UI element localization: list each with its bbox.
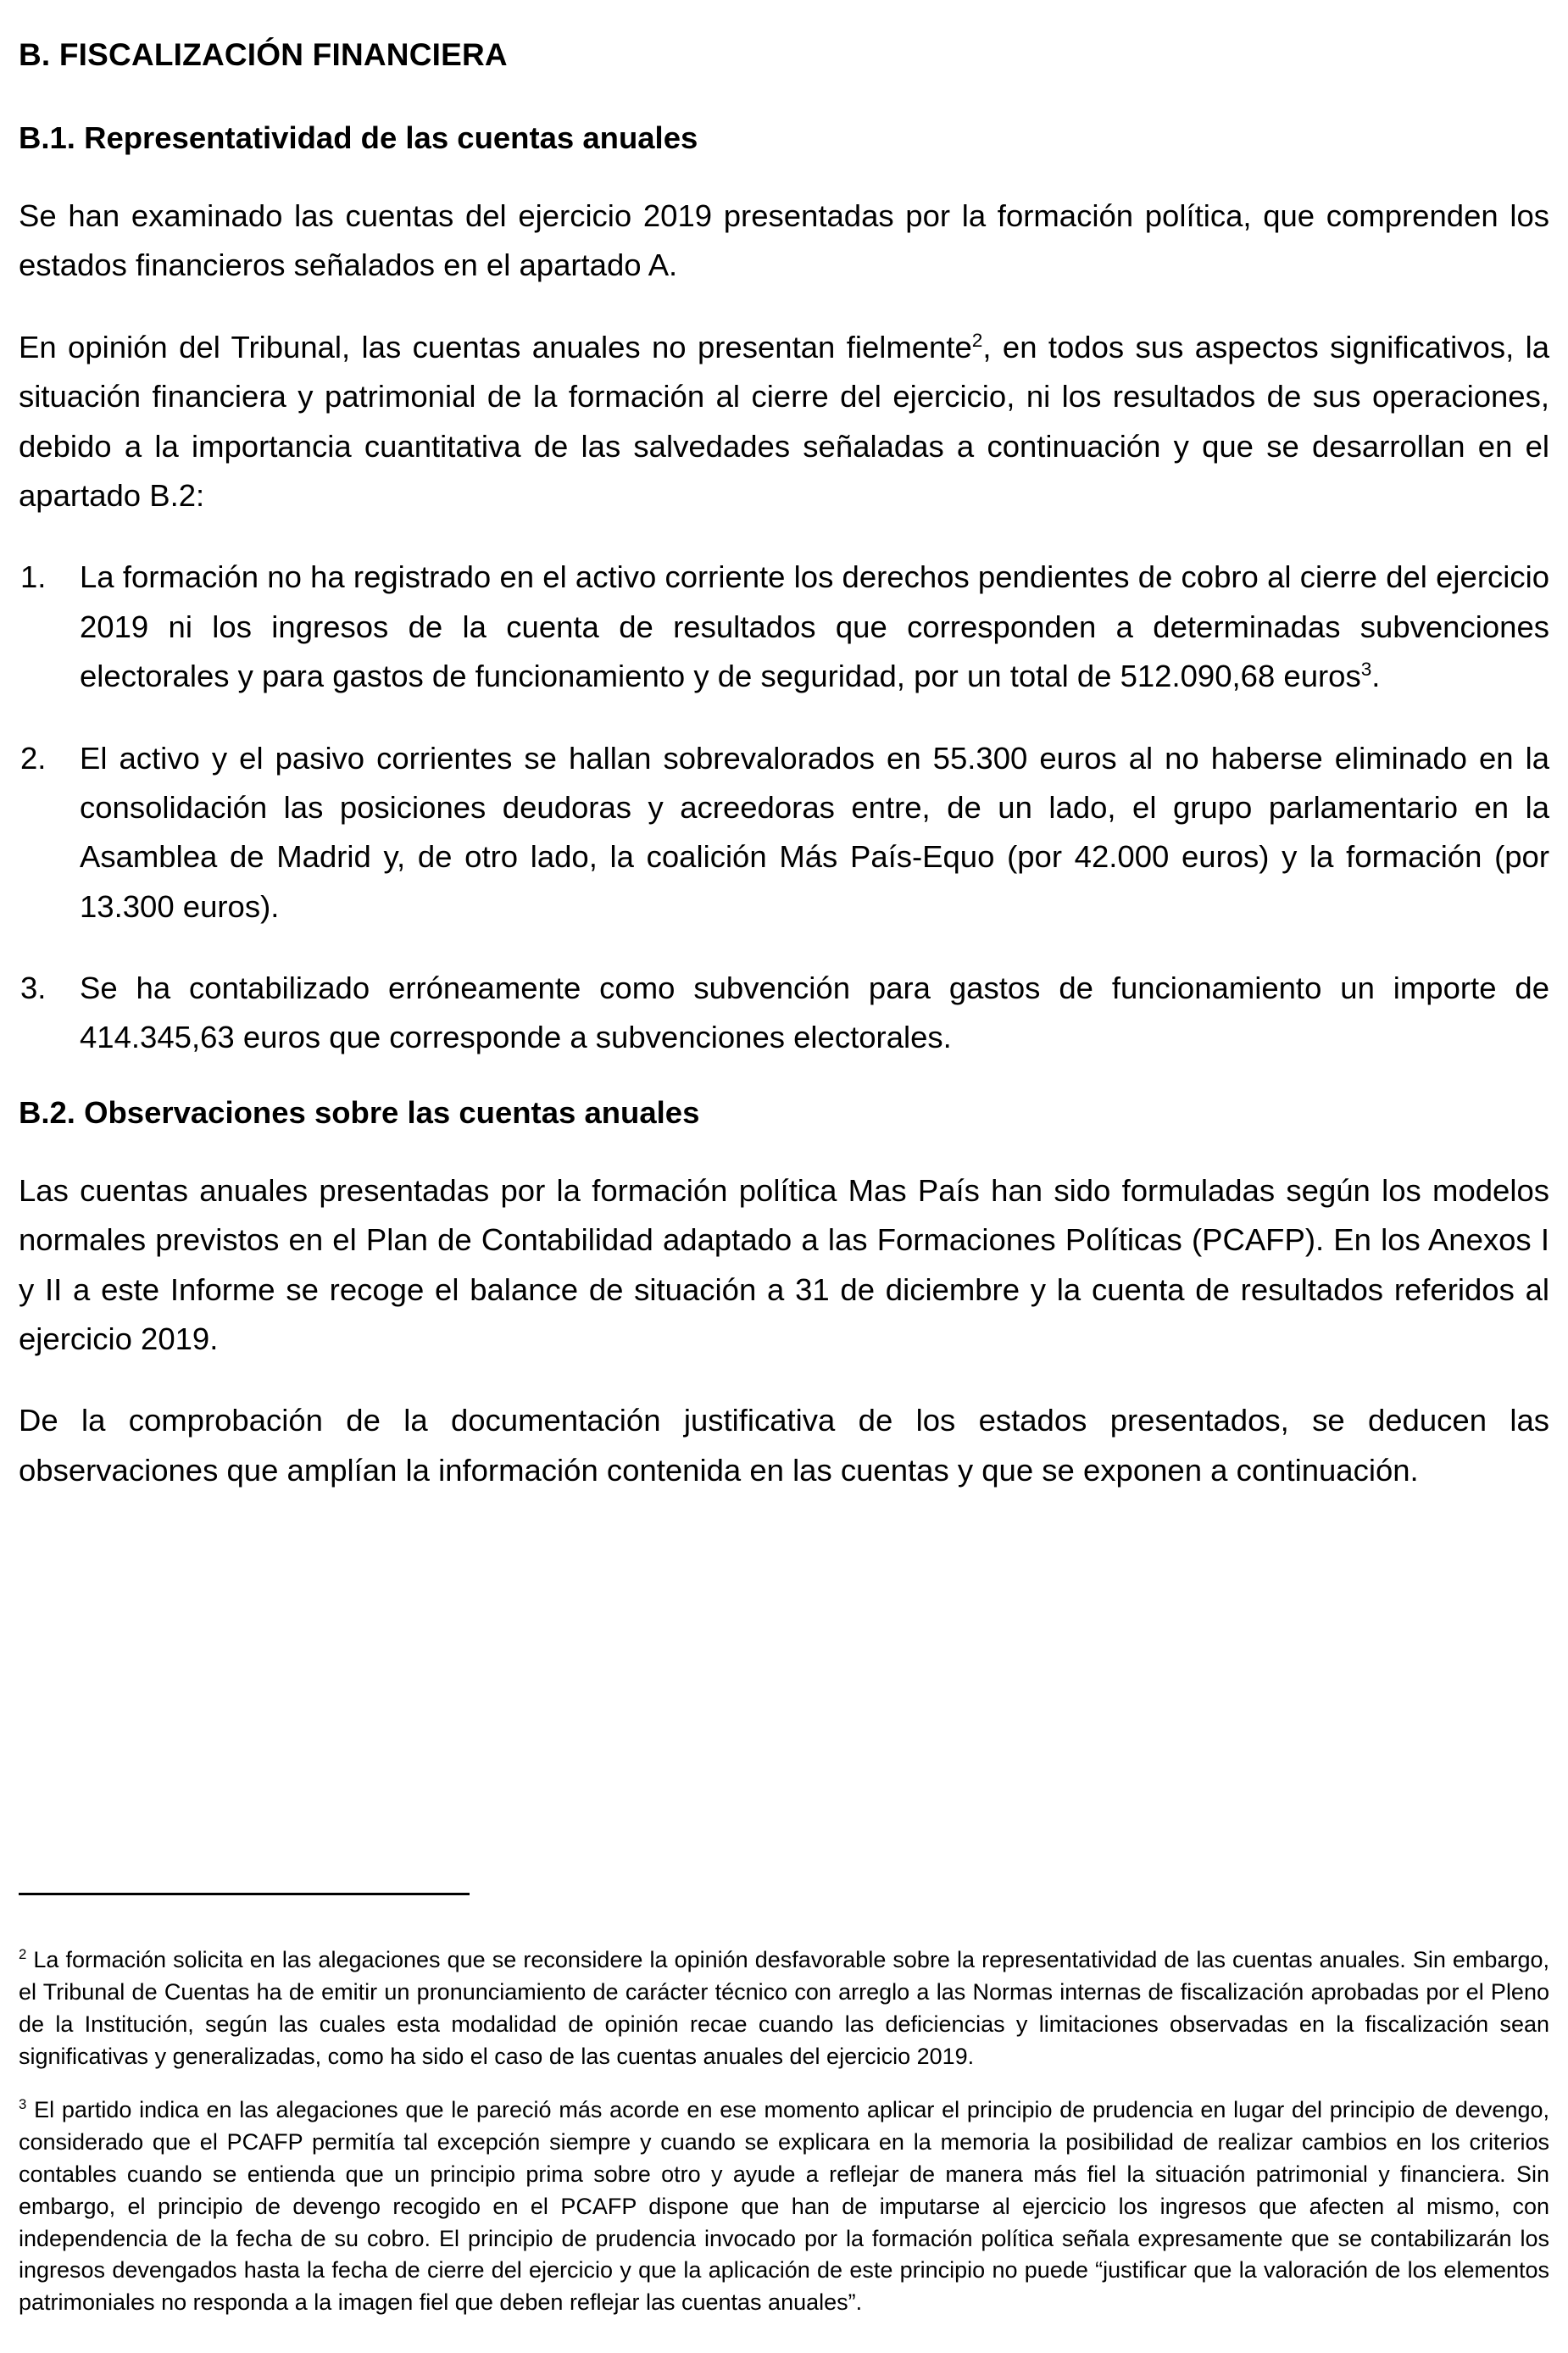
paragraph-text: En opinión del Tribunal, las cuentas anuales no presentan fielmente — [19, 329, 972, 364]
section-b2-paragraph-2: De la comprobación de la documentación justificativa de los estados presentados, se deducen las observaciones que amplían la información contenida en las cuentas y que se exponen a continuación. — [19, 1403, 1549, 1488]
section-b2-heading: B.2. Observaciones sobre las cuentas anuales — [19, 1094, 700, 1130]
list-item-number: 3. — [20, 971, 47, 1006]
list-item-text: El activo y el pasivo corrientes se hallan sobrevalorados en 55.300 euros al no haberse eliminado en la consolidación las posiciones deudoras y acreedoras entre, de un lado, el grupo parlamentario en la Asamblea de Madrid y, de otro lado, la coalición Más País-Equo (por 42.000 euros) y la formación (por 13.300 euros). — [80, 740, 1549, 924]
footnote-text: La formación solicita en las alegaciones que se reconsidere la opinión desfavorable sobre la representatividad de las cuentas anuales. Sin embargo, el Tribunal de Cuentas ha de emitir un pronunciamiento de carácter técnico con arreglo a las Normas internas de fiscalización aprobadas por el Pleno de la Institución, según las cuales esta modalidad de opinión recae cuando las deficiencias y limitaciones observadas en la fiscalización sean significativas y generalizadas, como ha sido el caso de las cuentas anuales del ejercicio 2019. — [19, 1947, 1549, 2069]
footnote-separator — [19, 1893, 470, 1895]
list-item-text: . — [1371, 659, 1381, 694]
paragraph-text: , en todos sus aspectos significativos, la situación financiera y patrimonial de la formación al cierre del ejercicio, ni los resultados de sus operaciones, debido a la importancia cuantitativa de las salvedades señaladas a continuación y que se desarrollan en el apartado B.2: — [19, 329, 1549, 513]
footnote-reference-2: 2 — [971, 329, 983, 351]
footnote-3 — [19, 2094, 1549, 2319]
footnote-3-marker: 3 — [19, 2096, 27, 2113]
section-b1-paragraph-2 — [19, 323, 1549, 521]
list-item-1 — [19, 553, 1549, 701]
footnote-2-marker: 2 — [19, 1946, 27, 1963]
list-item-2 — [19, 734, 1549, 932]
list-item-number: 2. — [20, 740, 47, 776]
footnote-reference-3: 3 — [1360, 658, 1372, 680]
footnote-block — [19, 1893, 1549, 2319]
list-item-number: 1. — [20, 559, 47, 595]
list-item-text: Se ha contabilizado erróneamente como subvención para gastos de funcionamiento un importe de 414.345,63 euros que corresponde a subvenciones electorales. — [80, 971, 1549, 1055]
findings-list — [19, 553, 1549, 1095]
footnote-2 — [19, 1944, 1549, 2072]
list-item-text: La formación no ha registrado en el activo corriente los derechos pendientes de cobro al cierre del ejercicio 2019 ni los ingresos de la cuenta de resultados que corresponden a determinadas subvenciones electorales y para gastos de funcionamiento y de seguridad, por un total de 512.090,68 euros — [80, 559, 1549, 694]
section-b1-heading: B.1. Representatividad de las cuentas anuales — [19, 120, 698, 155]
list-item-3 — [19, 964, 1549, 1063]
section-b2-paragraph-1: Las cuentas anuales presentadas por la formación política Mas País han sido formuladas según los modelos normales previstos en el Plan de Contabilidad adaptado a las Formaciones Políticas (PCAFP). En los Anexos I y II a este Informe se recoge el balance de situación a 31 de diciembre y la cuenta de resultados referidos al ejercicio 2019. — [19, 1172, 1549, 1357]
document-title: B. FISCALIZACIÓN FINANCIERA — [19, 37, 508, 72]
section-b1-paragraph-1: Se han examinado las cuentas del ejercicio 2019 presentadas por la formación política, que comprenden los estados financieros señalados en el apartado A. — [19, 198, 1549, 283]
footnote-text: El partido indica en las alegaciones que le pareció más acorde en ese momento aplicar el principio de prudencia en lugar del principio de devengo, considerado que el PCAFP permitía tal excepción siempre y cuando se explicara en la memoria la posibilidad de realizar cambios en los criterios contables cuando se entienda que un principio prima sobre otro y ayude a reflejar de manera más fiel la situación patrimonial y financiera. Sin embargo, el principio de devengo recogido en el PCAFP dispone que han de imputarse al ejercicio los ingresos que afecten al mismo, con independencia de la fecha de su cobro. El principio de prudencia invocado por la formación política señala expresamente que se contabilizarán los ingresos devengados hasta la fecha de cierre del ejercicio y que la aplicación de este principio no puede “justificar que la valoración de los elementos patrimoniales no responda a la imagen fiel que deben reflejar las cuentas anuales”. — [19, 2097, 1549, 2316]
